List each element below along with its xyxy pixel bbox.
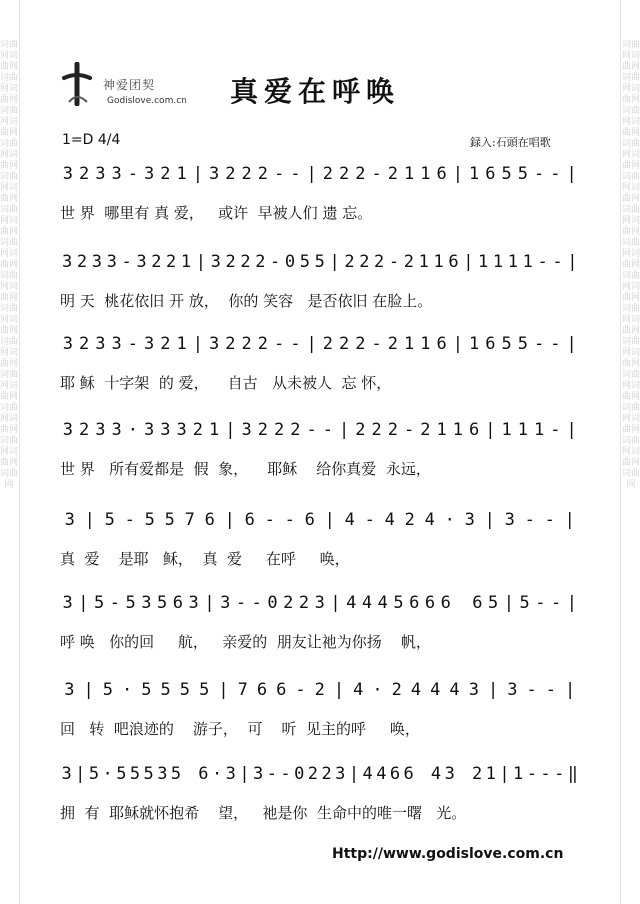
note: 6 xyxy=(204,510,216,530)
note: - xyxy=(322,420,334,440)
note: 4 xyxy=(344,510,356,530)
note: - xyxy=(550,164,561,184)
barline: | xyxy=(348,764,360,784)
note: - xyxy=(306,420,318,440)
note: · xyxy=(102,764,114,784)
note: · xyxy=(444,510,456,530)
barline: | xyxy=(333,680,345,700)
barline: | xyxy=(566,593,578,613)
note: 3 xyxy=(64,680,75,700)
note: 2 xyxy=(355,420,366,440)
note: 2 xyxy=(76,252,88,272)
note: 3 xyxy=(141,593,153,613)
note: 1 xyxy=(176,164,188,184)
barline: | xyxy=(195,252,207,272)
barline: | xyxy=(306,334,318,354)
note: - xyxy=(535,593,546,613)
barline: | xyxy=(306,164,318,184)
note: - xyxy=(550,334,561,354)
note: 3 xyxy=(111,334,123,354)
note: 0 xyxy=(294,764,305,784)
note: 2 xyxy=(339,164,350,184)
note: 5 xyxy=(199,680,210,700)
notation-line xyxy=(60,252,580,275)
logo xyxy=(55,62,195,112)
note: 5 xyxy=(160,680,172,700)
barline: | xyxy=(225,420,236,440)
note: 1 xyxy=(478,252,489,272)
note: 5 xyxy=(517,334,529,354)
note: 2 xyxy=(355,164,366,184)
cross-logo-icon xyxy=(61,62,93,106)
barline: | xyxy=(75,764,86,784)
note: 2 xyxy=(391,680,403,700)
note: 5 xyxy=(299,252,311,272)
note: 2 xyxy=(240,252,252,272)
note: 2 xyxy=(403,252,415,272)
note: 3 xyxy=(209,334,220,354)
note: 4 xyxy=(361,593,373,613)
note: - xyxy=(388,252,400,272)
note: 1 xyxy=(469,164,480,184)
note: 3 xyxy=(504,510,516,530)
note: 5 xyxy=(179,680,191,700)
barline: | xyxy=(567,252,578,272)
barline: | xyxy=(566,420,578,440)
note: - xyxy=(251,593,263,613)
note: 2 xyxy=(355,334,366,354)
note: 6 xyxy=(485,334,496,354)
note: 2 xyxy=(471,764,483,784)
note: 2 xyxy=(79,164,90,184)
note: 3 xyxy=(111,420,123,440)
note: 3 xyxy=(314,593,326,613)
note: 4 xyxy=(362,764,374,784)
note: 2 xyxy=(339,334,350,354)
note: 3 xyxy=(335,764,346,784)
note: 6 xyxy=(172,593,184,613)
note: - xyxy=(109,593,121,613)
note: 6 xyxy=(198,764,210,784)
note: 2 xyxy=(404,510,416,530)
note: 6 xyxy=(304,510,316,530)
note: 2 xyxy=(225,164,236,184)
notation-line xyxy=(60,164,580,187)
note: 5 xyxy=(519,593,531,613)
barline: | xyxy=(239,764,251,784)
note: 1 xyxy=(534,420,545,440)
note: 3 xyxy=(144,420,155,440)
note: - xyxy=(550,593,562,613)
note: 5 xyxy=(314,252,326,272)
note: 2 xyxy=(257,164,269,184)
note: 3 xyxy=(468,680,480,700)
note: 6 xyxy=(440,593,452,613)
note: 3 xyxy=(464,510,476,530)
barline: | xyxy=(566,164,578,184)
note: 3 xyxy=(91,252,103,272)
lyric-line: 真 爱 是耶 稣， 真 爱 在呼 唤， xyxy=(60,550,350,568)
barline: | xyxy=(484,510,496,530)
note: · xyxy=(211,764,223,784)
note: - xyxy=(284,510,296,530)
note: 1 xyxy=(436,420,448,440)
note: 6 xyxy=(256,680,268,700)
note: - xyxy=(270,252,281,272)
barline: | xyxy=(218,680,230,700)
note: 4 xyxy=(353,680,364,700)
note: 3 xyxy=(64,510,76,530)
barline: | xyxy=(503,593,515,613)
note: 3 xyxy=(61,764,73,784)
note xyxy=(454,593,470,613)
left-margin-line xyxy=(19,0,20,904)
right-watermark: 词曲网词曲网词曲网词曲网词曲网词曲网词曲网词曲网词曲网词曲网词曲网词曲网词曲网词曲网词曲网词曲网词曲网词曲网词曲网词曲网词曲网词曲网词曲网词曲网词曲网词曲网词曲网 xyxy=(622,40,640,490)
note: 2 xyxy=(321,764,333,784)
note: 3 xyxy=(95,334,106,354)
note: 4 xyxy=(410,680,422,700)
note: 1 xyxy=(517,420,529,440)
note: - xyxy=(534,164,545,184)
note: - xyxy=(274,164,285,184)
note: 6 xyxy=(485,164,496,184)
note: · xyxy=(372,680,384,700)
note: 2 xyxy=(192,420,204,440)
note: 2 xyxy=(274,420,285,440)
note: 7 xyxy=(184,510,196,530)
note: 6 xyxy=(244,510,256,530)
note: · xyxy=(122,680,133,700)
barline: | xyxy=(192,164,204,184)
note: 5 xyxy=(164,510,176,530)
note: 1 xyxy=(469,334,480,354)
barline: | xyxy=(499,764,511,784)
lyric-line: 拥 有 耶稣就怀抱希 望， 祂是你 生命中的唯一曙 光。 xyxy=(60,804,467,822)
barline: | xyxy=(84,510,96,530)
note: 2 xyxy=(166,252,177,272)
note: - xyxy=(526,764,538,784)
note: - xyxy=(127,164,139,184)
note: 4 xyxy=(376,764,387,784)
lyric-line: 耶 稣 十字架 的 爱， 自古 从未被人 忘 怀， xyxy=(60,374,392,392)
note: 3 xyxy=(144,334,155,354)
note: 5 xyxy=(104,510,116,530)
note: 2 xyxy=(387,164,399,184)
note: 2 xyxy=(290,420,301,440)
note: - xyxy=(127,334,139,354)
note: 3 xyxy=(95,164,106,184)
note: - xyxy=(537,252,549,272)
note: - xyxy=(266,764,278,784)
note xyxy=(416,764,430,784)
note: 4 xyxy=(424,510,436,530)
note: - xyxy=(274,334,285,354)
note: 1 xyxy=(418,252,430,272)
note: 6 xyxy=(403,764,415,784)
note: 3 xyxy=(157,764,168,784)
note: - xyxy=(124,510,136,530)
note: 5 xyxy=(393,593,405,613)
note: - xyxy=(121,252,133,272)
note: 3 xyxy=(444,764,456,784)
barline: | xyxy=(324,510,336,530)
note: 6 xyxy=(472,593,483,613)
note: 2 xyxy=(241,164,253,184)
lyric-line: 回 转 吧浪迹的 游子， 可 听 见主的呼 唤， xyxy=(60,720,420,738)
note: 5 xyxy=(88,764,100,784)
note: 3 xyxy=(220,593,231,613)
note: 1 xyxy=(513,764,524,784)
barline: | xyxy=(329,252,341,272)
note: 5 xyxy=(116,764,127,784)
note: 5 xyxy=(501,334,513,354)
barline: | xyxy=(566,334,578,354)
note: 5 xyxy=(170,764,182,784)
note: 2 xyxy=(359,252,370,272)
barline: | xyxy=(83,680,95,700)
note: 0 xyxy=(267,593,279,613)
note: 3 xyxy=(253,764,264,784)
note xyxy=(457,764,471,784)
barline: | xyxy=(452,164,464,184)
note: 6 xyxy=(469,420,480,440)
note: 3 xyxy=(225,764,237,784)
note: - xyxy=(524,510,536,530)
note: 2 xyxy=(374,252,385,272)
note: - xyxy=(371,164,383,184)
notation-line xyxy=(60,680,580,703)
barline: | xyxy=(564,680,576,700)
note: - xyxy=(295,680,307,700)
note: 2 xyxy=(314,680,326,700)
note: 5 xyxy=(129,764,141,784)
note: 3 xyxy=(210,252,222,272)
barline: ‖ xyxy=(567,764,579,784)
barline: | xyxy=(487,680,499,700)
note: 5 xyxy=(141,680,153,700)
note: 1 xyxy=(452,420,464,440)
note: 5 xyxy=(517,164,529,184)
note: 3 xyxy=(62,252,73,272)
note: 6 xyxy=(389,764,401,784)
note: 0 xyxy=(284,252,296,272)
note: 2 xyxy=(225,334,236,354)
note: 2 xyxy=(387,334,399,354)
note: 6 xyxy=(436,334,448,354)
note: - xyxy=(550,420,561,440)
note: 2 xyxy=(79,420,90,440)
note: 5 xyxy=(125,593,137,613)
note: 3 xyxy=(188,593,200,613)
note: 6 xyxy=(276,680,287,700)
note: - xyxy=(290,334,301,354)
note: 5 xyxy=(487,593,499,613)
note: 1 xyxy=(485,764,497,784)
note: - xyxy=(290,164,301,184)
barline: | xyxy=(339,420,350,440)
lyric-line: 世 界 所有爱都是 假 象， 耶稣 给你真爱 永远， xyxy=(60,460,431,478)
barline: | xyxy=(452,334,464,354)
note: 1 xyxy=(180,252,192,272)
note: - xyxy=(371,334,383,354)
note: 1 xyxy=(404,334,415,354)
barline: | xyxy=(330,593,342,613)
note: 4 xyxy=(430,764,442,784)
note: 1 xyxy=(420,334,431,354)
barline: | xyxy=(204,593,216,613)
note: 3 xyxy=(136,252,148,272)
note: 1 xyxy=(507,252,519,272)
note: 6 xyxy=(436,164,448,184)
note: 2 xyxy=(257,334,269,354)
note: 2 xyxy=(307,764,319,784)
note: 2 xyxy=(420,420,431,440)
note: - xyxy=(235,593,247,613)
note: 2 xyxy=(283,593,294,613)
note: 3 xyxy=(62,164,74,184)
note: 1 xyxy=(522,252,534,272)
note xyxy=(183,764,197,784)
note: 2 xyxy=(387,420,399,440)
note: 5 xyxy=(157,593,168,613)
note: 2 xyxy=(322,334,334,354)
note: 2 xyxy=(225,252,237,272)
footer-url[interactable]: Http://www.godislove.com.cn xyxy=(332,846,564,862)
note: 2 xyxy=(79,334,90,354)
note: 3 xyxy=(62,593,74,613)
barline: | xyxy=(192,334,204,354)
note: 6 xyxy=(424,593,436,613)
note: 3 xyxy=(209,164,220,184)
left-watermark: 词曲网词曲网词曲网词曲网词曲网词曲网词曲网词曲网词曲网词曲网词曲网词曲网词曲网词曲网词曲网词曲网词曲网词曲网词曲网词曲网词曲网词曲网词曲网词曲网词曲网词曲网词曲网 xyxy=(0,40,18,490)
note: 4 xyxy=(384,510,396,530)
song-title: 真爱在呼唤 xyxy=(230,75,401,108)
note: - xyxy=(404,420,415,440)
note: 1 xyxy=(404,164,415,184)
note: 2 xyxy=(160,164,171,184)
note: 2 xyxy=(322,164,334,184)
note: 1 xyxy=(176,334,188,354)
note: 1 xyxy=(492,252,504,272)
note: 7 xyxy=(237,680,249,700)
note: 3 xyxy=(241,420,253,440)
barline: | xyxy=(224,510,236,530)
note: 3 xyxy=(176,420,188,440)
note: 2 xyxy=(151,252,162,272)
note: - xyxy=(264,510,276,530)
notation-line xyxy=(60,420,580,443)
note: 5 xyxy=(144,510,156,530)
transcriber-credit: 録入:石頭在唱歌 xyxy=(470,136,551,149)
note: 1 xyxy=(433,252,445,272)
note: 3 xyxy=(160,420,171,440)
note: - xyxy=(545,680,557,700)
logo-site: Godislove.com.cn xyxy=(107,96,187,106)
note: 3 xyxy=(62,420,74,440)
note: 3 xyxy=(95,420,106,440)
notation-line xyxy=(60,510,580,533)
note: 3 xyxy=(144,164,155,184)
lyric-line: 世 界 哪里有 真 爱， 或许 早被人们 遗 忘。 xyxy=(60,204,373,222)
notation-line xyxy=(60,593,580,616)
note: 2 xyxy=(298,593,310,613)
note: - xyxy=(280,764,292,784)
note: 6 xyxy=(409,593,420,613)
note: 5 xyxy=(94,593,105,613)
barline: | xyxy=(564,510,576,530)
note: 4 xyxy=(377,593,389,613)
note: 3 xyxy=(507,680,518,700)
note: - xyxy=(364,510,376,530)
note: - xyxy=(552,252,564,272)
notation-line xyxy=(60,334,580,357)
note: 1 xyxy=(420,164,431,184)
note: - xyxy=(554,764,565,784)
note: 2 xyxy=(255,252,266,272)
note: 3 xyxy=(62,334,74,354)
note: 1 xyxy=(501,420,513,440)
logo-name: 神爱团契 xyxy=(103,78,156,92)
note: 2 xyxy=(371,420,383,440)
note: 2 xyxy=(160,334,171,354)
note: 6 xyxy=(448,252,460,272)
notation-line xyxy=(60,764,580,787)
key-signature: 1=D 4/4 xyxy=(62,132,121,148)
note: - xyxy=(540,764,552,784)
note: 3 xyxy=(106,252,118,272)
note: 5 xyxy=(102,680,114,700)
note: 5 xyxy=(501,164,513,184)
right-margin-line xyxy=(620,0,621,904)
note: 2 xyxy=(241,334,253,354)
barline: | xyxy=(78,593,89,613)
note: 3 xyxy=(111,164,123,184)
note: 1 xyxy=(209,420,220,440)
note: 2 xyxy=(344,252,356,272)
note: - xyxy=(534,334,545,354)
note: · xyxy=(127,420,139,440)
note: 4 xyxy=(346,593,357,613)
note: 4 xyxy=(449,680,461,700)
note: - xyxy=(544,510,556,530)
note: - xyxy=(526,680,538,700)
lyric-line: 呼 唤 你的回 航， 亲爱的 朋友让祂为你扬 帆， xyxy=(60,633,431,651)
note: 4 xyxy=(430,680,441,700)
barline: | xyxy=(463,252,474,272)
note: 5 xyxy=(143,764,155,784)
note: 2 xyxy=(257,420,269,440)
lyric-line: 明 天 桃花依旧 开 放， 你的 笑容 是否依旧 在脸上。 xyxy=(60,292,433,310)
barline: | xyxy=(485,420,496,440)
